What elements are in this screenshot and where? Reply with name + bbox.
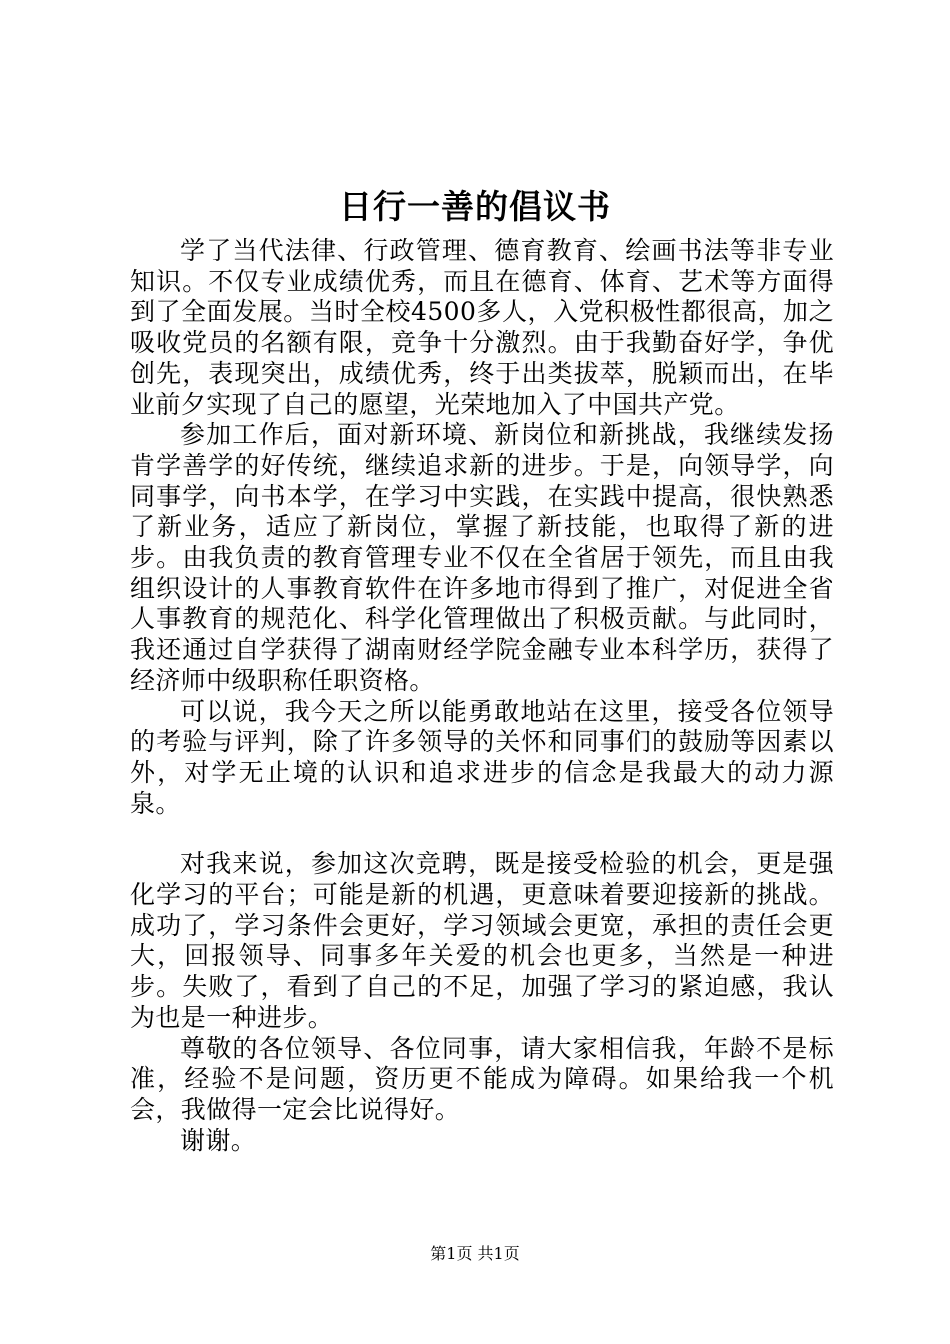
paragraph-4: 对我来说，参加这次竞聘，既是接受检验的机会，更是强化学习的平台；可能是新的机遇，更意味着要迎接新的挑战。成功了，学习条件会更好，学习领域会更宽，承担的责任会更大，回报领导、同事多年关爱的机会也更多，当然是一种进步。失败了，看到了自己的不足，加强了学习的紧迫感，我认为也是一种进步。	[130, 849, 834, 1032]
paragraph-5: 尊敬的各位领导、各位同事，请大家相信我，年龄不是标准，经验不是问题，资历更不能成为障碍。如果给我一个机会，我做得一定会比说得好。	[130, 1033, 834, 1124]
paragraph-3: 可以说，我今天之所以能勇敢地站在这里，接受各位领导的考验与评判，除了许多领导的关怀和同事们的鼓励等因素以外，对学无止境的认识和追求进步的信念是我最大的动力源泉。	[130, 696, 834, 818]
paragraph-spacer	[130, 819, 834, 849]
paragraph-1: 学了当代法律、行政管理、德育教育、绘画书法等非专业知识。不仅专业成绩优秀，而且在德育、体育、艺术等方面得到了全面发展。当时全校4500多人，入党积极性都很高，加之吸收党员的名额有限，竞争十分激烈。由于我勤奋好学，争优创先，表现突出，成绩优秀，终于出类拔萃，脱颖而出，在毕业前夕实现了自己的愿望，光荣地加入了中国共产党。	[130, 236, 834, 419]
document-body	[130, 236, 834, 1156]
paragraph-2: 参加工作后，面对新环境、新岗位和新挑战，我继续发扬肯学善学的好传统，继续追求新的进步。于是，向领导学，向同事学，向书本学，在学习中实践，在实践中提高，很快熟悉了新业务，适应了新岗位，掌握了新技能，也取得了新的进步。由我负责的教育管理专业不仅在全省居于领先，而且由我组织设计的人事教育软件在许多地市得到了推广，对促进全省人事教育的规范化、科学化管理做出了积极贡献。与此同时，我还通过自学获得了湖南财经学院金融专业本科学历，获得了经济师中级职称任职资格。	[130, 420, 834, 695]
page-footer: 第1页 共1页	[430, 1244, 520, 1263]
paragraph-6: 谢谢。	[180, 1125, 257, 1155]
document-title: 日行一善的倡议书	[339, 187, 611, 226]
